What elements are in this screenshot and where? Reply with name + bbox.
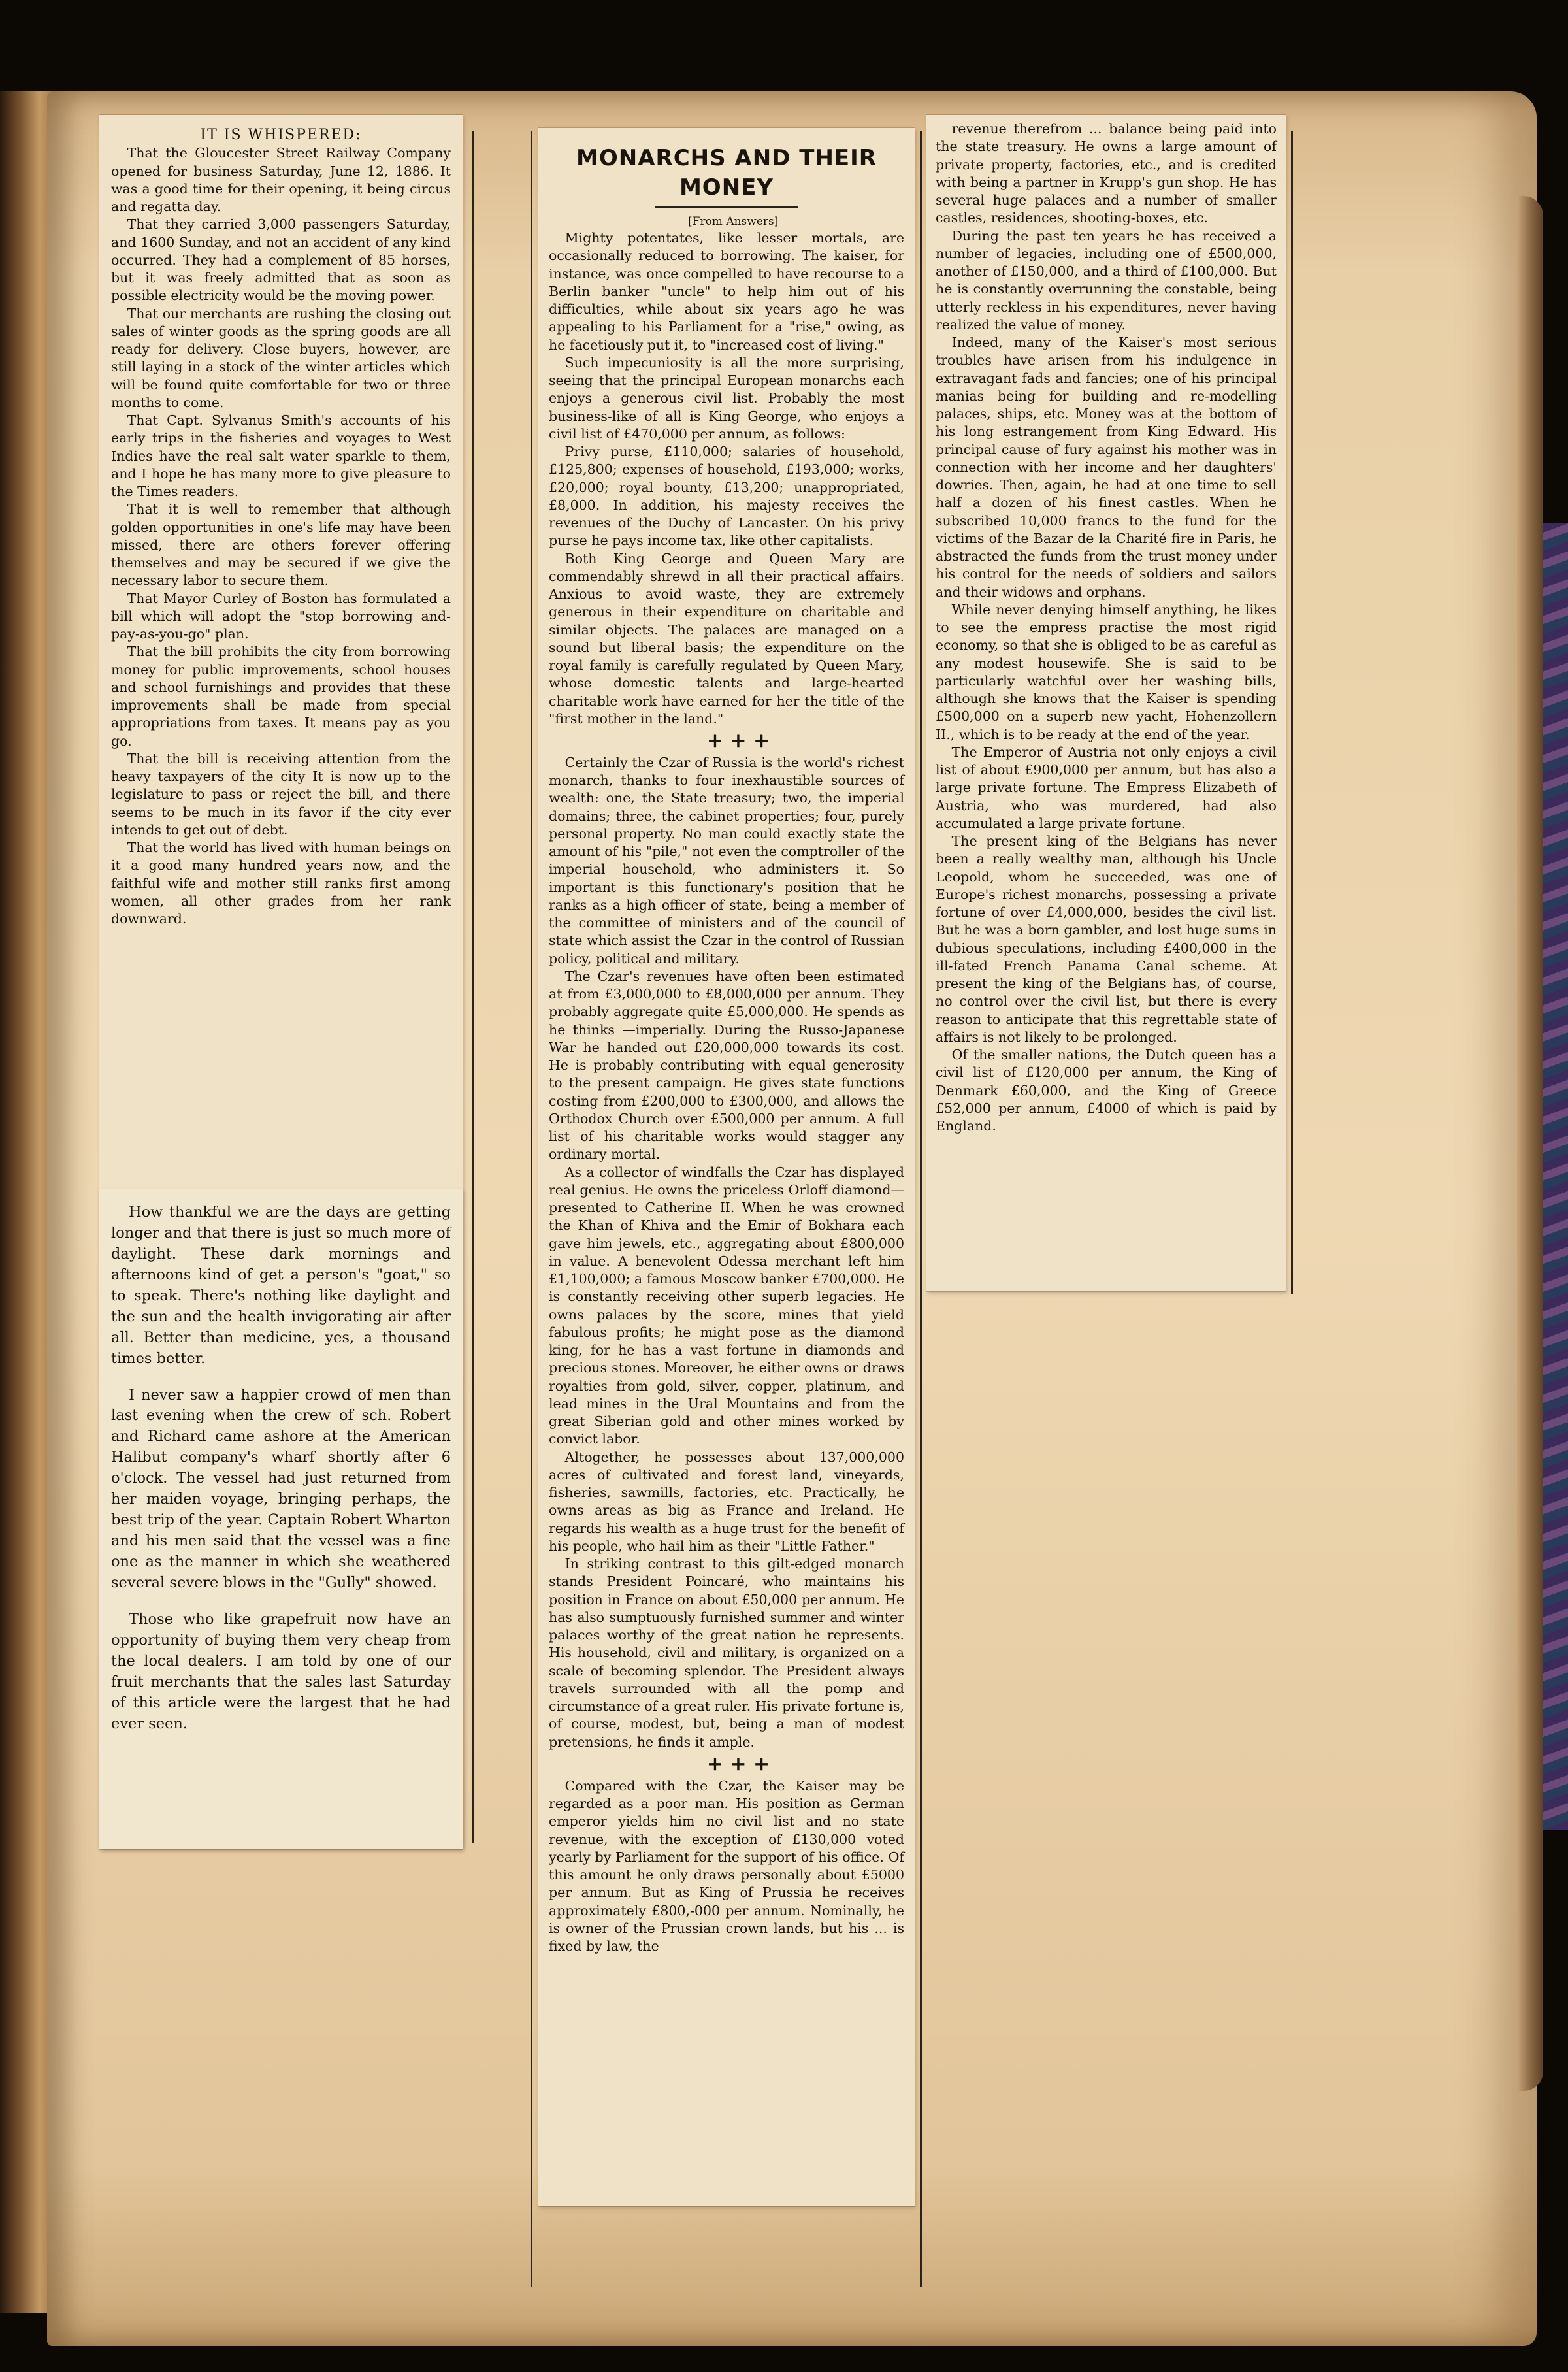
paragraph: During the past ten years he has received a number of legacies, including one of £500,000, another of £150,000, and a third of £100,000. But he is constantly overrunning the constable, being utterly reckless in his expenditures, never having realized the value of money. [936,227,1277,333]
paragraph: Privy purse, £110,000; salaries of household, £125,800; expenses of household, £193,000; works, £20,000; royal bounty, £13,200; unappropriated, £8,000. In addition, his majesty receives the revenues of the Duchy of Lancaster. On his privy purse he pays income tax, like other capitalists. [549,444,904,549]
paragraph: The present king of the Belgians has never been a really wealthy man, although his Uncle Leopold, whom he succeeded, was one of Europe's richest monarchs, possessing a private fortune of over £4,000,000, besides the civil list. But he was a born gambler, and lost huge sums in dubious speculations, including £400,000 in the ill-fated French Panama Canal scheme. At present the king of the Belgians has, of course, no control over the civil list, but there is every reason to anticipate that this regrettable state of affairs is not likely to be prolonged. [936,833,1277,1045]
paragraph: Certainly the Czar of Russia is the world's richest monarch, thanks to four inexhaustible sources of wealth: one, the State treasury; two, the imperial domains; three, the cabinet properties; four, purely personal property. No man could exactly state the amount of his "pile," not even the comptroller of the imperial household, who administers it. So important is this functionary's position that he ranks as a high officer of state, being a member of the committee of ministers and of the council of state which assist the Czar in the control of Russian policy, political and military. [549,754,904,966]
section-separator: + + + [706,1752,770,1775]
paragraph: As a collector of windfalls the Czar has displayed real genius. He owns the priceless Orloff diamond—presented to Catherine II. When he was crowned the Khan of Khiva and the Emir of Bokhara each gave him jewels, etc., aggregating about £800,000 in value. A benevolent Odessa merchant left him £1,100,000; a famous Moscow banker £700,000. He is constantly receiving other superb legacies. He owns palaces by the score, mines that yield fabulous profits; he might pose as the diamond king, for he has a vast fortune in diamonds and precious stones. Moreover, he either owns or draws royalties from gold, silver, copper, platinum, and lead mines in the Ural Mountains and from the great Siberian gold and other mines worked by convict labor. [549,1164,904,1447]
headline-rule [655,206,798,208]
paragraph: Both King George and Queen Mary are commendably shrewd in all their practical affairs. Anxious to avoid waste, they are extremely generous in their expenditure on charitable and similar objects. The palaces are managed on a sound but liberal basis; the expenditure on the royal family is carefully regulated by Queen Mary, whose domestic talents and large-hearted charitable work have earned for her the title of the "first mother in the land." [549,550,904,727]
paragraph: I never saw a happier crowd of men than last evening when the crew of sch. Robert and Richard came ashore at the American Halibut company's wharf shortly after 6 o'clock. The vessel had just returned from her maiden voyage, bringing perhaps, the best trip of the year. Captain Robert Wharton and his men said that the vessel was a fine one as the manner in which she weathered several severe blows in the "Gully" showed. [111,1386,451,1591]
section-separator: + + + [706,729,770,753]
clipping-heading: IT IS WHISPERED: [200,127,362,143]
paragraph: Of the smaller nations, the Dutch queen has a civil list of £120,000 per annum, the King of Denmark £60,000, and the King of Greece £52,000 per annum, £4000 of which is paid by England. [936,1047,1277,1134]
column-rule [920,131,922,2287]
paragraph: That Mayor Curley of Boston has formulated a bill which will adopt the "stop borrowing and-pay-as-you-go" plan. [111,590,451,642]
column-rule [531,131,532,2287]
paragraph: That they carried 3,000 passengers Saturday, and 1600 Sunday, and not an accident of any kind occurred. They had a complement of 85 horses, but it was freely admitted that as soon as possible electricity would be the moving power. [111,216,451,304]
clipping-daylight-notes [99,1189,463,1849]
paragraph: Mighty potentates, like lesser mortals, are occasionally reduced to borrowing. The kaiser, for instance, was once compelled to have recourse to a Berlin banker "uncle" to help him out of his difficulties, while about six years ago he was appealing to his Parliament for a "rise," owing, as he facetiously put it, to "increased cost of living." [549,230,904,353]
page-stack-edge [1517,196,1543,2091]
paragraph: That the bill is receiving attention from the heavy taxpayers of the city It is now up to the legislature to pass or reject the bill, and there seems to be much in its favor if the city ever intends to get out of debt. [111,750,451,838]
column-rule [472,131,474,1843]
paragraph: The Emperor of Austria not only enjoys a civil list of about £900,000 per annum, but has also a large private fortune. The Empress Elizabeth of Austria, who was murdered, had also accumulated a large private fortune. [936,744,1277,831]
paragraph: revenue therefrom ... balance being paid into the state treasury. He owns a large amount of private property, factories, etc., and is credited with being a partner in Krupp's gun shop. He has several huge palaces and a number of smaller castles, residences, shooting-boxes, etc. [936,121,1277,226]
paragraph: How thankful we are the days are getting longer and that there is just so much more of daylight. These dark mornings and afternoons kind of get a person's "goat," so to speak. There's nothing like daylight and the sun and the health invigorating air after all. Better than medicine, yes, a thousand times better. [111,1204,451,1367]
paragraph: That Capt. Sylvanus Smith's accounts of his early trips in the fisheries and voyages to West Indies have the real salt water sparkle to them, and I hope he has many more to give pleasure to the Times readers. [111,412,451,499]
paragraph: That our merchants are rushing the closing out sales of winter goods as the spring goods are all ready for delivery. Close buyers, however, are still laying in a stock of the winter articles which will be found quite comfortable for two or three months to come. [111,305,451,410]
marbled-endpaper [1543,523,1568,1830]
paragraph: Altogether, he possesses about 137,000,000 acres of cultivated and forest land, vineyards, fisheries, sawmills, factories, etc. Practically, he owns areas as big as France and Ireland. He regards his wealth as a huge trust for the benefit of his people, who hail him as their "Little Father." [549,1449,904,1554]
paragraph: That the bill prohibits the city from borrowing money for public improvements, school houses and school furnishings and provides that these improvements shall be made from special appropriations from taxes. It means pay as you go. [111,644,451,749]
article-byline: [From Answers] [688,215,779,229]
paragraph: That the Gloucester Street Railway Company opened for business Saturday, June 12, 1886. It was a good time for their opening, it being circus and regatta day. [111,145,451,214]
paragraph: In striking contrast to this gilt-edged monarch stands President Poincaré, who maintains his position in France on about £50,000 per annum. He has also sumptuously furnished summer and winter palaces worthy of the great nation he represents. His household, civil and military, is organized on a scale of becoming splendor. The President always travels surrounded with all the pomp and circumstance of a great ruler. His private fortune is, of course, modest, but, being a man of modest pretensions, he finds it ample. [549,1556,905,1750]
paragraph: Such impecuniosity is all the more surprising, seeing that the principal European monarchs each enjoys a generous civil list. Probably the most business-like of all is King George, who enjoys a civil list of £470,000 per annum, as follows: [549,354,904,442]
paragraph: While never denying himself anything, he likes to see the empress practise the most rigid economy, so that she is obliged to be as careful as any modest housewife. She is said to be particularly watchful over her washing bills, although she knows that the Kaiser is spending £500,000 on a superb new yacht, Hohenzollern II., which is to be ready at the end of the year. [936,601,1277,742]
paragraph: That it is well to remember that although golden opportunities in one's life may have been missed, there are others forever offering themselves and may be secured if we give the necessary labor to secure them. [111,501,451,589]
column-rule [1291,131,1293,1294]
paragraph: The Czar's revenues have often been estimated at from £3,000,000 to £8,000,000 per annum. They probably aggregate quite £5,000,000. He spends as he thinks —imperially. During the Russo-Japanese War he handed out £20,000,000 towards its cost. He is probably contributing with equal generosity to the present campaign. He gives state functions costing from £200,000 to £300,000, and allows the Orthodox Church over £500,000 per annum. A full list of his charitable works would stagger any ordinary mortal. [549,968,904,1162]
paragraph: That the world has lived with human beings on it a good many hundred years now, and the faithful wife and mother still ranks first among women, all other grades from her rank downward. [111,840,451,927]
article-headline: MONARCHS AND THEIR MONEY [576,145,877,201]
paragraph: Indeed, many of the Kaiser's most serious troubles have arisen from his indulgence in extravagant fads and fancies; one of his principal manias being for building and re-modelling palaces, ships, etc. Money was at the bottom of his long estrangement from King Edward. His principal cause of fury against his mother was in connection with her income and her daughters' dowries. Then, again, he had at one time to sell half a dozen of his finest castles. When he subscribed 10,000 francs to the fund for the victims of the Bazar de la Charité fire in Paris, he abstracted the funds from the trust money under his control for the needs of soldiers and sailors and their widows and orphans. [936,335,1277,600]
paragraph: Those who like grapefruit now have an opportunity of buying them very cheap from the local dealers. I am told by one of our fruit merchants that the sales last Saturday of this article were the largest that he had ever seen. [111,1610,451,1732]
paragraph: Compared with the Czar, the Kaiser may be regarded as a poor man. His position as German emperor yields him no civil list and no state revenue, with the exception of £130,000 voted yearly by Parliament for the support of his office. Of this amount he only draws personally about £5000 per annum. But as King of Prussia he receives approximately £800,-000 per annum. Nominally, he is owner of the Prussian crown lands, but his ... is fixed by law, the [549,1777,904,1954]
clipping-monarchs-continued [926,115,1286,1291]
previous-page-edge [0,91,52,2313]
clipping-monarchs-and-their-money [538,128,915,2206]
